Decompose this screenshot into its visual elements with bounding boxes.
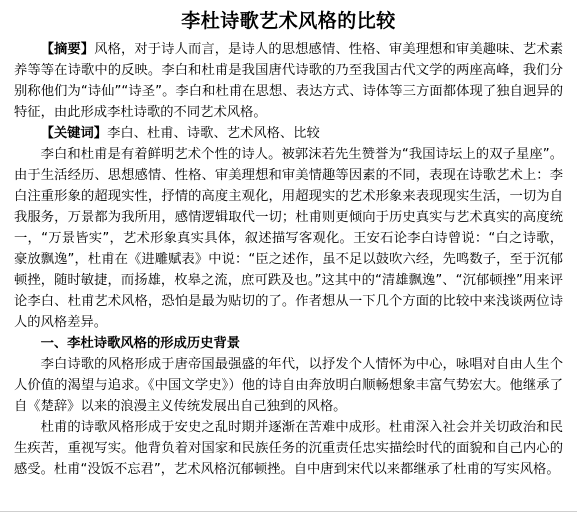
abstract-label: 【摘要】 bbox=[40, 42, 95, 57]
section-paragraph-li-bai: 李白诗歌的风格形成于唐帝国最强盛的年代，以抒发个人情怀为中心，咏唱对自由人生个人价值的渴望与追求。《中国文学史》）他的诗自由奔放明白顺畅想象丰富气势宏大。他继承了自《楚辞》以来的浪漫主义传统发展出自己独到的风格。 bbox=[14, 357, 563, 414]
section-heading: 一、李杜诗歌风格的形成历史背景 bbox=[40, 336, 241, 351]
section-paragraph-du-fu: 杜甫的诗歌风格形成于安史之乱时期并逐渐在苦难中成形。杜甫深入社会并关切政治和民生疾苦，重视写实。他背负着对国家和民族任务的沉重责任忠实描绘时代的面貌和自己内心的感受。杜甫“没饭不忘君”，艺术风格沉郁顿挫。自中唐到宋代以来都继承了杜甫的写实风格。 bbox=[14, 420, 563, 477]
keywords-paragraph bbox=[14, 123, 563, 144]
intro-paragraph: 李白和杜甫是有着鲜明艺术个性的诗人。被郭沫若先生赞誉为“我国诗坛上的双子星座”。由于生活经历、思想感情、性格、审美理想和审美情趣等因素的不同，表现在诗歌艺术上：李白注重形象的超现实性，抒情的高度主观化，用超现实的艺术形象来表现现实生活，一切为自我服务，万景都为我所用，感情逻辑取代一切；杜甫则更倾向于历史真实与艺术真实的高度统一，“万景皆实”，艺术形象真实具体，叙述描写客观化。王安石论李白诗曾说：“白之诗歌，豪放飘逸”，杜甫在《进雕赋表》中说：“臣之述作，虽不足以鼓吹六经，先鸣数子，至于沉郁顿挫，随时敏捷，而扬雄，枚皋之流，庶可跌及也。”这其中的“清雄飘逸”、“沉郁顿挫”用来评论李白、杜甫艺术风格，恐怕是最为贴切的了。作者想从一下几个方面的比较中来浅谈两位诗人的风格差异。 bbox=[14, 147, 563, 330]
article-title: 李杜诗歌艺术风格的比较 bbox=[181, 10, 396, 32]
abstract-text: 风格，对于诗人而言，是诗人的思想感情、性格、审美理想和审美趣味、艺术素养等等在诗歌中的反映。李白和杜甫是我国唐代诗歌的乃至我国古代文学的两座高峰，我们分别称他们为“诗仙”“诗圣”。李白和杜甫在思想、表达方式、诗体等三方面都体现了独自迥异的特征，由此形成李杜诗歌的不同艺术风格。 bbox=[14, 42, 564, 120]
keywords-label: 【关键词】 bbox=[40, 126, 108, 141]
abstract-paragraph bbox=[14, 39, 563, 123]
keywords-text: 李白、杜甫、诗歌、艺术风格、比较 bbox=[107, 126, 320, 141]
